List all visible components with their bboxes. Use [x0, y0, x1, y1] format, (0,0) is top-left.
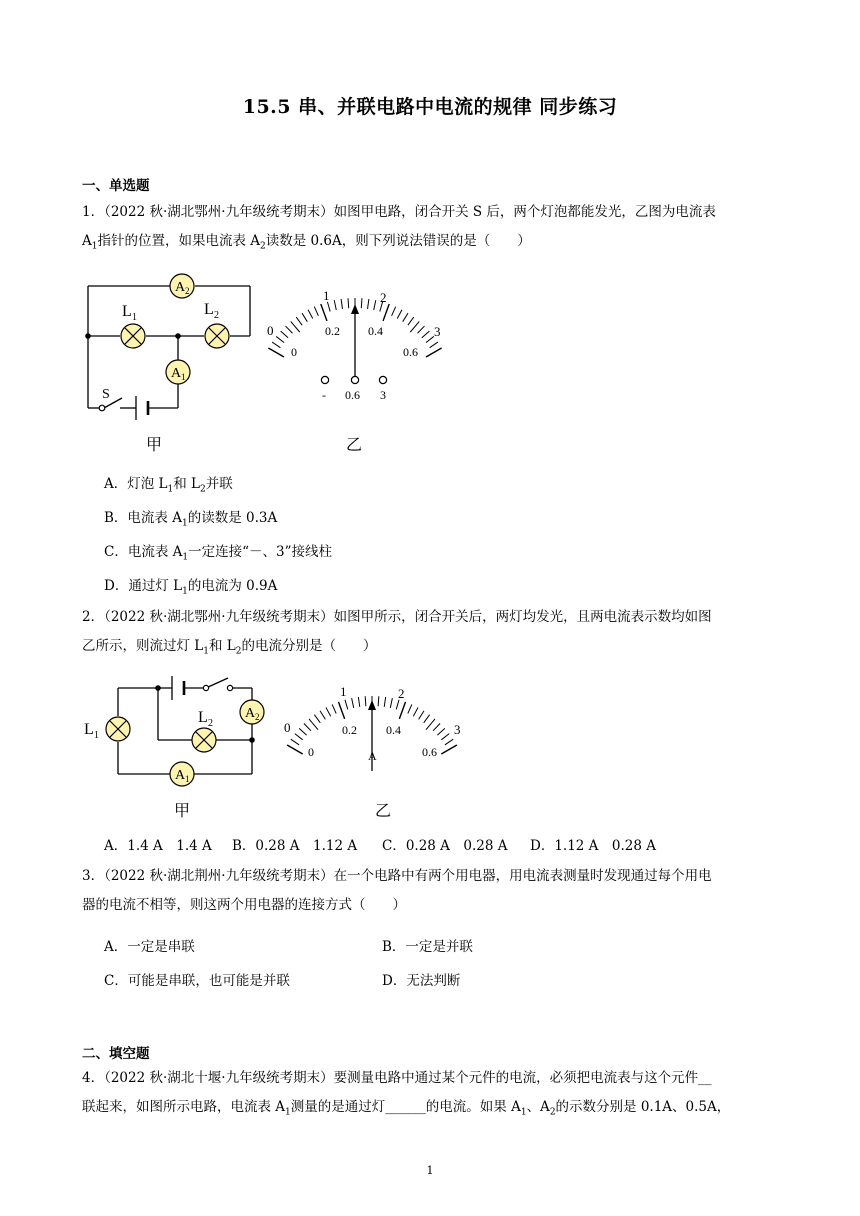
- svg-text:0.4: 0.4: [386, 723, 401, 737]
- question-3-line-1: 3．（2022 秋·湖北荆州·九年级统考期末）在一个电路中有两个用电器，用电流表测量时发现通过每个用电: [82, 868, 712, 884]
- dial-tick: [430, 342, 438, 348]
- dial-tick: [291, 321, 300, 332]
- dial-tick: [314, 715, 320, 723]
- svg-text:A: A: [245, 706, 256, 721]
- svg-text:乙: 乙: [346, 437, 363, 454]
- dial-tick: [437, 728, 444, 735]
- q1-option-c[interactable]: C．电流表 $A_1$一定连接“－、3”接线柱: [104, 544, 333, 563]
- svg-text:3: 3: [434, 324, 441, 339]
- dial-tick: [309, 719, 318, 730]
- svg-text:1: 1: [181, 372, 186, 382]
- svg-text:A: A: [368, 749, 377, 763]
- dial-tick: [413, 707, 418, 716]
- dial-tick: [338, 702, 344, 719]
- svg-text:1: 1: [94, 730, 99, 741]
- dial-tick: [397, 310, 402, 319]
- dial-tick: [272, 342, 280, 348]
- question-2-line-2: 乙所示，则流过灯 $L_1$和 $L_2$的电流分别是（ ）: [82, 638, 377, 657]
- question-1-line-2: $A_1$指针的位置，如果电流表 $A_2$读数是 0.6A，则下列说法错误的是（ ）: [82, 233, 531, 252]
- svg-text:3: 3: [380, 388, 386, 402]
- dial-tick: [314, 307, 318, 316]
- dial-tick: [341, 299, 342, 309]
- svg-text:0.4: 0.4: [368, 324, 383, 338]
- svg-text:L: L: [122, 303, 132, 320]
- svg-text:0.2: 0.2: [325, 324, 340, 338]
- dial-tick: [392, 307, 396, 316]
- question-1-line-1: 1．（2022 秋·湖北鄂州·九年级统考期末）如图甲电路，闭合开关 S 后，两个灯泡都能发光，乙图为电流表: [82, 204, 716, 220]
- svg-text:L: L: [84, 721, 94, 738]
- dial-tick: [426, 719, 435, 730]
- dial-tick: [378, 696, 379, 706]
- svg-text:甲: 甲: [146, 437, 163, 454]
- dial-tick: [352, 698, 354, 708]
- svg-text:1: 1: [323, 288, 330, 303]
- q2-ammeter-dial-yi: [282, 676, 472, 826]
- dial-tick: [348, 298, 349, 308]
- svg-text:0.6: 0.6: [403, 345, 418, 359]
- dial-tick: [281, 331, 288, 338]
- q3-option-d[interactable]: D．无法判断: [382, 973, 461, 989]
- q1-circuit-diagram-jia: [80, 270, 260, 460]
- svg-text:2: 2: [208, 718, 213, 729]
- dial-tick: [441, 734, 449, 740]
- dial-tick: [426, 348, 442, 357]
- dial-tick: [334, 300, 336, 310]
- svg-text:3: 3: [454, 722, 461, 737]
- q1-ammeter-dial-yi: [262, 280, 452, 460]
- page-number: 1: [426, 1164, 434, 1177]
- page-title: 15.5 串、并联电路中电流的规律 同步练习: [242, 96, 618, 118]
- dial-tick: [276, 336, 284, 342]
- dial-tick: [383, 304, 389, 321]
- dial-tick: [332, 704, 336, 713]
- section-heading-fill-in: 二、填空题: [82, 1046, 150, 1062]
- svg-text:甲: 甲: [174, 803, 191, 820]
- dial-tick: [424, 715, 430, 723]
- svg-text:A: A: [171, 366, 182, 381]
- dial-tick: [296, 317, 302, 325]
- dial-tick: [327, 302, 330, 312]
- svg-text:L: L: [198, 709, 208, 726]
- dial-tick: [345, 700, 348, 710]
- q1-option-d[interactable]: D．通过灯 $L_1$的电流为 0.9A: [104, 578, 278, 597]
- dial-tick: [410, 321, 419, 332]
- dial-tick: [365, 696, 366, 706]
- svg-text:2: 2: [255, 712, 260, 722]
- dial-tick: [361, 298, 362, 308]
- dial-tick: [408, 317, 414, 325]
- dial-tick: [403, 313, 408, 321]
- dial-tick: [304, 724, 311, 731]
- dial-tick: [396, 700, 399, 710]
- dial-tick: [390, 698, 392, 708]
- q2-circuit-diagram-jia: [80, 670, 270, 830]
- svg-text:A: A: [175, 768, 186, 783]
- question-4-line-1: 4．（2022 秋·湖北十堰·九年级统考期末）要测量电路中通过某个元件的电流，必须把电流表与这个元件__: [82, 1070, 712, 1086]
- q2-option-d[interactable]: D．1.12 A 0.28 A: [530, 838, 657, 854]
- svg-text:2: 2: [398, 686, 405, 701]
- svg-text:2: 2: [380, 290, 387, 305]
- svg-text:S: S: [102, 387, 110, 402]
- dial-tick: [408, 704, 412, 713]
- dial-tick: [287, 745, 303, 754]
- dial-tick: [299, 728, 306, 735]
- dial-tick: [302, 313, 307, 321]
- question-1-text: [82, 198, 782, 262]
- q1-option-b[interactable]: B．电流表 $A_1$的读数是 0.3A: [104, 510, 278, 529]
- svg-text:2: 2: [185, 286, 190, 296]
- dial-tick: [418, 326, 425, 333]
- dial-tick: [295, 734, 303, 740]
- q2-option-a[interactable]: A．1.4 A 1.4 A: [104, 838, 212, 854]
- q3-option-a[interactable]: A．一定是串联: [104, 939, 195, 955]
- svg-text:0: 0: [291, 345, 297, 359]
- dial-tick: [441, 745, 457, 754]
- dial-tick: [368, 299, 369, 309]
- dial-tick: [308, 310, 313, 319]
- dial-tick: [286, 326, 293, 333]
- q2-option-c[interactable]: C．0.28 A 0.28 A: [382, 838, 508, 854]
- svg-text:0: 0: [308, 745, 314, 759]
- svg-text:-: -: [322, 388, 326, 402]
- q1-option-a[interactable]: A．灯泡 $L_1$和 $L_2$并联: [104, 476, 233, 495]
- svg-text:1: 1: [340, 684, 347, 699]
- question-4-line-2: 联起来，如图所示电路，电流表 $A_1$测量的是通过灯______的电流。如果 $A_1$、$A_2$的示数分别是 0.1A、0.5A，: [82, 1099, 731, 1118]
- svg-text:1: 1: [185, 774, 190, 784]
- dial-tick: [374, 300, 376, 310]
- dial-tick: [445, 739, 453, 745]
- dial-tick: [321, 304, 327, 321]
- svg-text:2: 2: [214, 310, 219, 321]
- svg-text:乙: 乙: [375, 803, 392, 820]
- dial-tick: [326, 707, 331, 716]
- dial-tick: [419, 711, 424, 719]
- svg-text:0: 0: [267, 323, 274, 338]
- svg-text:1: 1: [132, 312, 137, 323]
- question-3-line-2: 器的电流不相等，则这两个用电器的连接方式（ ）: [82, 897, 406, 913]
- dial-tick: [384, 697, 385, 707]
- svg-text:0.6: 0.6: [345, 388, 360, 402]
- svg-text:0: 0: [284, 720, 291, 735]
- question-2-line-1: 2．（2022 秋·湖北鄂州·九年级统考期末）如图甲所示，闭合开关后，两灯均发光，且两电流表示数均如图: [82, 609, 712, 625]
- question-3-text: [82, 862, 782, 920]
- dial-tick: [291, 739, 299, 745]
- question-4-text: [82, 1064, 782, 1128]
- question-2-text: [82, 603, 782, 667]
- section-heading-single-choice: 一、单选题: [82, 178, 150, 194]
- dial-tick: [320, 711, 325, 719]
- q3-option-c[interactable]: C．可能是串联，也可能是并联: [104, 973, 290, 989]
- svg-text:L: L: [204, 301, 214, 318]
- q2-option-b[interactable]: B．0.28 A 1.12 A: [232, 838, 358, 854]
- dial-tick: [399, 702, 405, 719]
- dial-tick: [426, 336, 434, 342]
- dial-tick: [422, 331, 429, 338]
- q3-option-b[interactable]: B．一定是并联: [382, 939, 473, 955]
- svg-text:0.2: 0.2: [342, 723, 357, 737]
- svg-text:0.6: 0.6: [422, 745, 437, 759]
- dial-tick: [268, 348, 284, 357]
- dial-tick: [358, 697, 359, 707]
- svg-text:A: A: [175, 280, 186, 295]
- dial-tick: [433, 724, 440, 731]
